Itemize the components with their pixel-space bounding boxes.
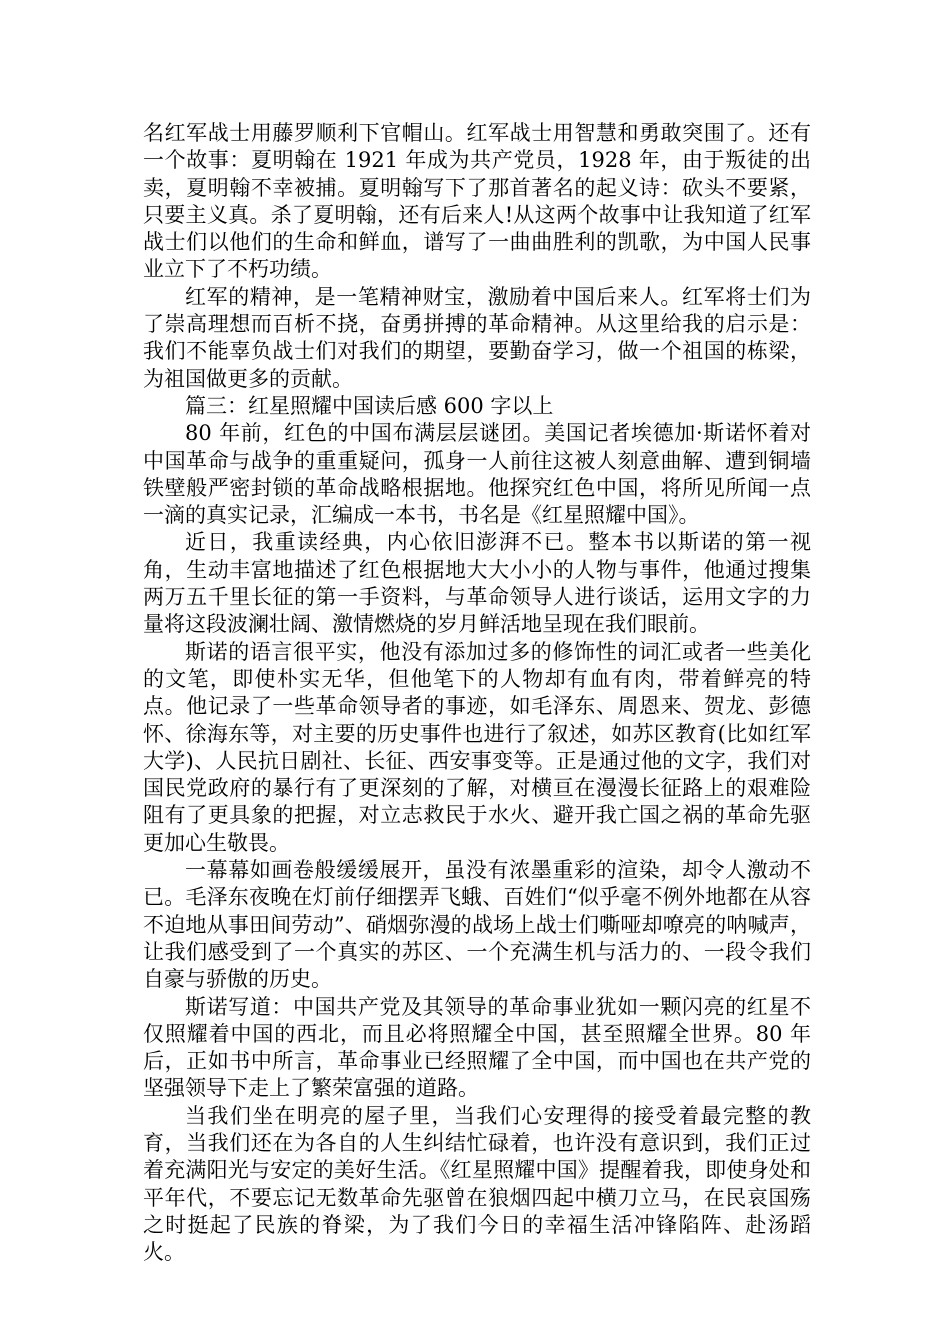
- section-heading: 篇三：红星照耀中国读后感 600 字以上: [185, 393, 554, 418]
- paragraph-9: 当我们坐在明亮的屋子里，当我们心安理得的接受着最完整的教育，当我们还在为各自的人生纠结忙碌着，也许没有意识到，我们正过着充满阳光与安定的美好生活。《红星照耀中国》提醒着我，即使身处和平年代，不要忘记无数革命先驱曾在狼烟四起中横刀立马，在民哀国殇之时挺起了民族的脊梁，为了我们今日的幸福生活冲锋陷阵、赴汤蹈火。: [143, 1103, 811, 1265]
- paragraph-7: 一幕幕如画卷般缓缓展开，虽没有浓墨重彩的渲染，却令人激动不已。毛泽东夜晚在灯前仔细摆弄飞蛾、百姓们“似乎毫不例外地都在从容不迫地从事田间劳动”、硝烟弥漫的战场上战士们嘶哑却嘹亮的呐喊声，让我们感受到了一个真实的苏区、一个充满生机与活力的、一段令我们自豪与骄傲的历史。: [143, 858, 811, 992]
- paragraph-5: 近日，我重读经典，内心依旧澎湃不已。整本书以斯诺的第一视角，生动丰富地描述了红色根据地大大小小的人物与事件，他通过搜集两万五千里长征的第一手资料，与革命领导人进行谈话，运用文字的力量将这段波澜壮阔、激情燃烧的岁月鲜活地呈现在我们眼前。: [143, 530, 811, 637]
- paragraph-8: 斯诺写道：中国共产党及其领导的革命事业犹如一颗闪亮的红星不仅照耀着中国的西北，而且必将照耀全中国，甚至照耀全世界。80 年后，正如书中所言，革命事业已经照耀了全中国，而中国也在共产党的坚强领导下走上了繁荣富强的道路。: [143, 994, 811, 1101]
- paragraph-2: 红军的精神，是一笔精神财宝，激励着中国后来人。红军将士们为了崇高理想而百析不挠，奋勇拼搏的革命精神。从这里给我的启示是：我们不能辜负战士们对我们的期望，要勤奋学习，做一个祖国的栋梁，为祖国做更多的贡献。: [143, 284, 811, 391]
- paragraph-1: 名红军战士用藤罗顺利下官帽山。红军战士用智慧和勇敢突围了。还有一个故事：夏明翰在 1921 年成为共产党员，1928 年，由于叛徒的出卖，夏明翰不幸被捕。夏明翰写下了那首著名的起义诗：砍头不要紧，只要主义真。杀了夏明翰，还有后来人!从这两个故事中让我知道了红军战士们以他们的生命和鲜血，谱写了一曲曲胜利的凯歌，为中国人民事业立下了不朽功绩。: [143, 121, 811, 282]
- paragraph-4: 80 年前，红色的中国布满层层谜团。美国记者埃德加·斯诺怀着对中国革命与战争的重重疑问，孤身一人前往这被人刻意曲解、遭到铜墙铁壁般严密封锁的革命战略根据地。他探究红色中国，将所见所闻一点一滴的真实记录，汇编成一本书，书名是《红星照耀中国》。: [143, 421, 811, 528]
- document-body: [143, 120, 811, 1266]
- paragraph-6: 斯诺的语言很平实，他没有添加过多的修饰性的词汇或者一些美化的文笔，即使朴实无华，但他笔下的人物却有血有肉，带着鲜亮的特点。他记录了一些革命领导者的事迹，如毛泽东、周恩来、贺龙、彭德怀、徐海东等，对主要的历史事件也进行了叙述，如苏区教育(比如红军大学)、人民抗日剧社、长征、西安事变等。正是通过他的文字，我们对国民党政府的暴行有了更深刻的了解，对横亘在漫漫长征路上的艰难险阻有了更具象的把握，对立志救民于水火、避开我亡国之祸的革命先驱更加心生敬畏。: [143, 639, 811, 855]
